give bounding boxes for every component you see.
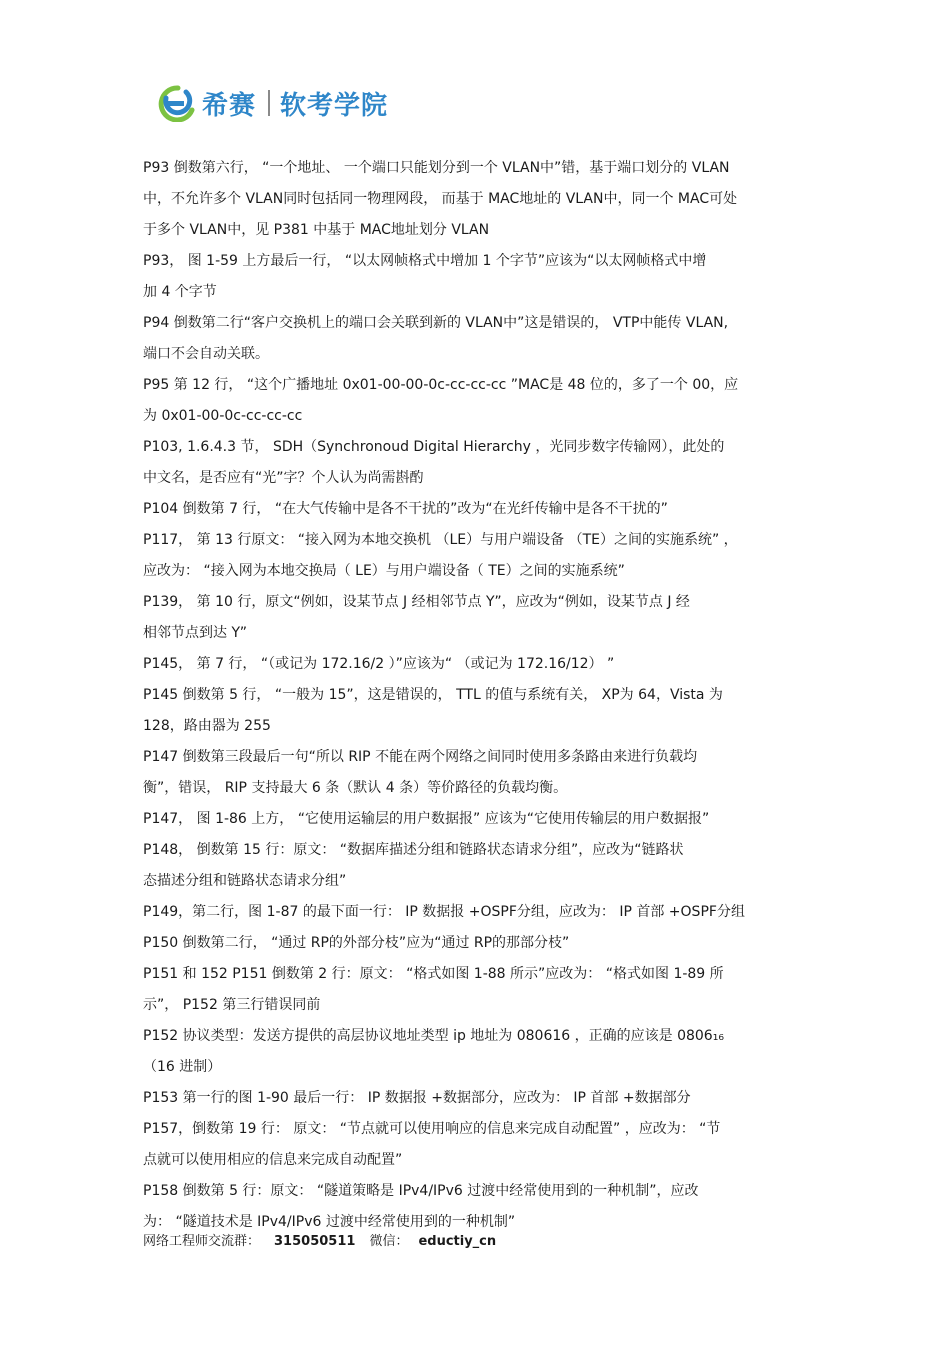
logo-separator: [268, 90, 270, 116]
text-line: 示”， P152 第三行错误同前: [143, 997, 321, 1013]
text-line: P151 和 152 P151 倒数第 2 行：原文： “格式如图 1-88 所示”应改为： “格式如图 1-89 所: [143, 966, 724, 982]
text-line: 中，不允许多个 VLAN同时包括同一物理网段， 而基于 MAC地址的 VLAN中，同一个 MAC可处: [143, 191, 738, 207]
xisai-logo-icon: [156, 84, 196, 122]
text-line: 128，路由器为 255: [143, 718, 271, 734]
footer-wechat-label: 微信：: [369, 1234, 409, 1249]
text-line: 于多个 VLAN中，见 P381 中基于 MAC地址划分 VLAN: [143, 222, 490, 238]
text-line: 应改为： “接入网为本地交换局（ LE）与用户端设备（ TE）之间的实施系统”: [143, 563, 625, 579]
text-line: P95 第 12 行， “这个广播地址 0x01-00-00-0c-cc-cc-cc ”MAC是 48 位的，多了一个 00，应: [143, 377, 739, 393]
text-line: 加 4 个字节: [143, 284, 217, 300]
text-line: P147 倒数第三段最后一句“所以 RIP 不能在两个网络之间同时使用多条路由来进行负载均: [143, 749, 698, 765]
text-line: 为 0x01-00-0c-cc-cc-cc: [143, 408, 303, 424]
text-line: P139， 第 10 行，原文“例如，设某节点 J 经相邻节点 Y”，应改为“例如，设某节点 J 经: [143, 594, 690, 610]
text-line: P148， 倒数第 15 行：原文： “数据库描述分组和链路状态请求分组”，应改为“链路状: [143, 842, 684, 858]
footer-group-number: 315050511: [274, 1234, 356, 1249]
text-line: P147， 图 1-86 上方， “它使用运输层的用户数据报” 应该为“它使用传输层的用户数据报”: [143, 811, 710, 827]
footer-wechat-id: eductiy_cn: [418, 1234, 497, 1249]
text-line: P104 倒数第 7 行， “在大气传输中是各不干扰的”改为“在光纤传输中是各不干扰的”: [143, 501, 668, 517]
text-line: 为： “隧道技术是 IPv4/IPv6 过渡中经常使用到的一种机制”: [143, 1214, 516, 1230]
footer-group-label: 网络工程师交流群：: [143, 1234, 261, 1249]
text-line: P103, 1.6.4.3 节， SDH（Synchronoud Digital Hierarchy ，光同步数字传输网），此处的: [143, 439, 725, 455]
text-line: P152 协议类型：发送方提供的高层协议地址类型 ip 地址为 080616 ，正确的应该是 0806₁₆: [143, 1028, 724, 1044]
text-line: P93， 图 1-59 上方最后一行， “以太网帧格式中增加 1 个字节”应该为“以太网帧格式中增: [143, 253, 707, 269]
text-line: 中文名，是否应有“光”字？个人认为尚需斟酌: [143, 470, 424, 486]
text-line: （16 进制）: [143, 1059, 222, 1075]
text-line: 态描述分组和链路状态请求分组”: [143, 873, 347, 889]
text-line: P145， 第 7 行， “（或记为 172.16/2 ）”应该为“ （或记为 172.16/12） ”: [143, 656, 615, 672]
text-line: 点就可以使用相应的信息来完成自动配置”: [143, 1152, 403, 1168]
text-line: P94 倒数第二行“客户交换机上的端口会关联到新的 VLAN中”这是错误的， VTP中能传 VLAN,: [143, 315, 729, 331]
brand-logo: [156, 84, 388, 122]
text-line: P149，第二行，图 1-87 的最下面一行： IP 数据报 +OSPF分组，应改为： IP 首部 +OSPF分组: [143, 904, 745, 920]
text-line: P117， 第 13 行原文： “接入网为本地交换机 （LE）与用户端设备 （TE）之间的实施系统” ，: [143, 532, 738, 548]
text-line: P153 第一行的图 1-90 最后一行： IP 数据报 +数据部分，应改为： IP 首部 +数据部分: [143, 1090, 691, 1106]
text-line: 相邻节点到达 Y”: [143, 625, 248, 641]
text-line: P157，倒数第 19 行： 原文： “节点就可以使用响应的信息来完成自动配置” ，应改为： “节: [143, 1121, 721, 1137]
errata-content: [143, 153, 811, 1238]
brand-name: 希赛: [202, 90, 257, 121]
text-line: 衡”，错误， RIP 支持最大 6 条（默认 4 条）等价路径的负载均衡。: [143, 780, 568, 796]
text-line: P93 倒数第六行， “一个地址、 一个端口只能划分到一个 VLAN中”错，基于端口划分的 VLAN: [143, 160, 730, 176]
text-line: P145 倒数第 5 行， “一般为 15”，这是错误的， TTL 的值与系统有关， XP为 64，Vista 为: [143, 687, 723, 703]
page-footer: [143, 1232, 496, 1252]
text-line: P150 倒数第二行， “通过 RP的外部分枝”应为“通过 RP的那部分枝”: [143, 935, 570, 951]
text-line: P158 倒数第 5 行：原文： “隧道策略是 IPv4/IPv6 过渡中经常使用到的一种机制”，应改: [143, 1183, 699, 1199]
text-line: 端口不会自动关联。: [143, 346, 269, 362]
brand-subtitle: 软考学院: [280, 90, 389, 121]
